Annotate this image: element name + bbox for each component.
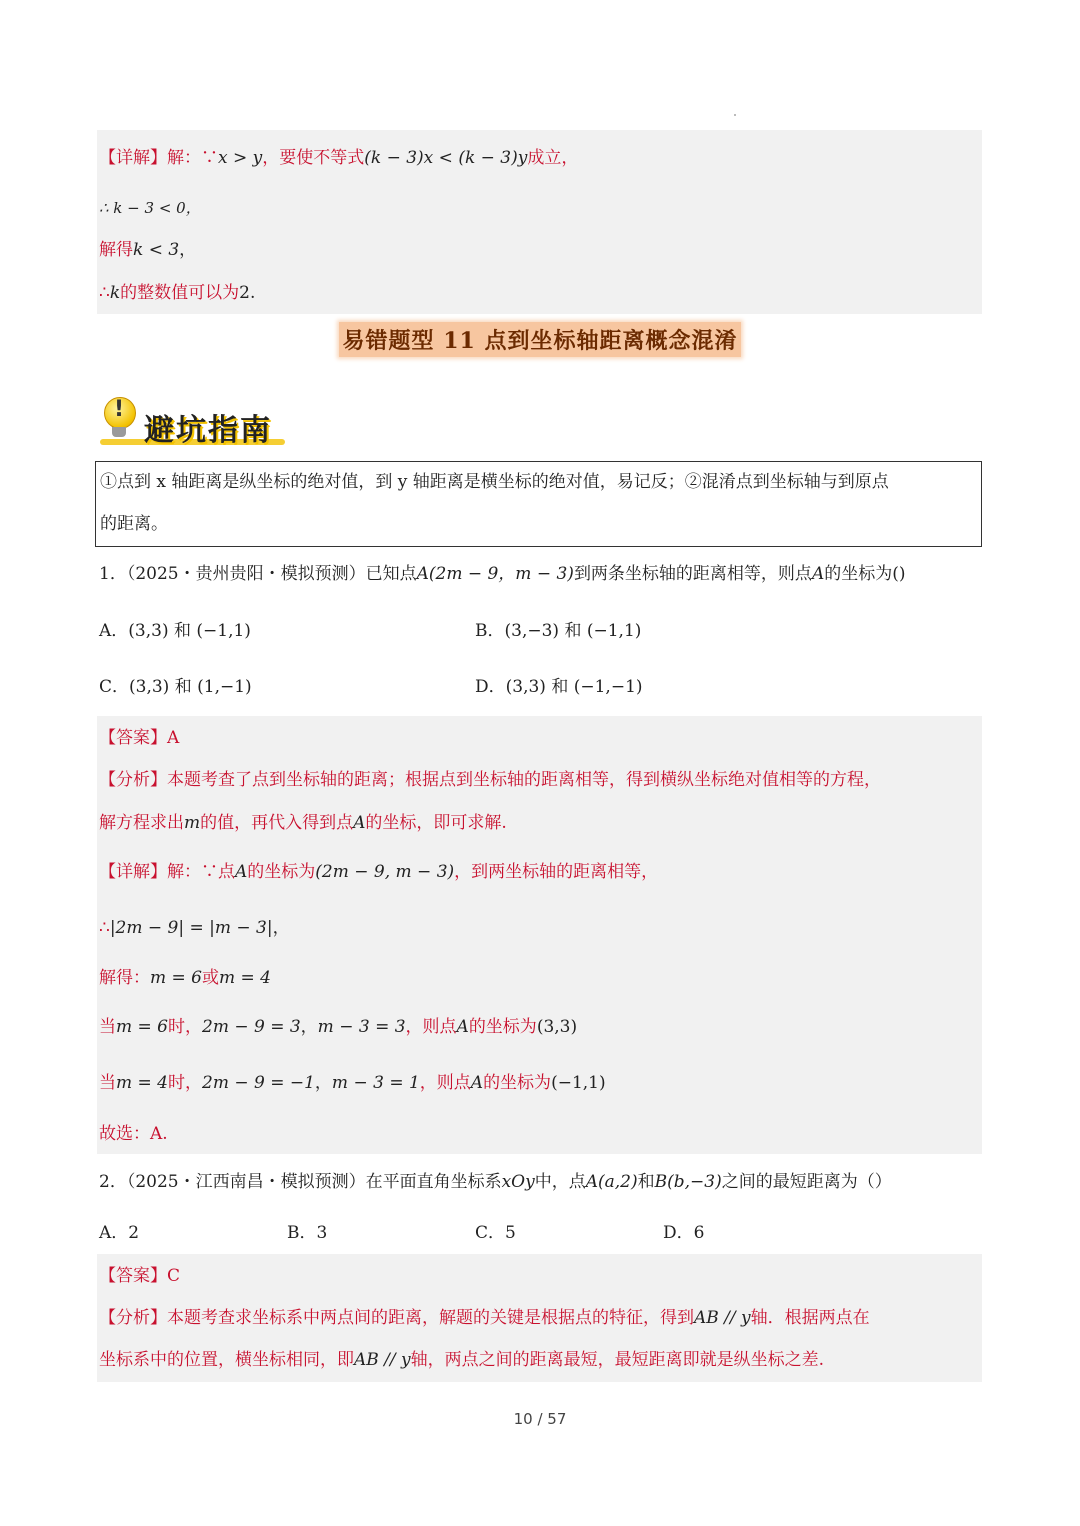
a1-case-1: 当m = 6时，2m − 9 = 3，m − 3 = 3，则点A的坐标为(3,3) [99,1017,578,1037]
q1-option-a: A．(3,3) 和 (−1,1) [99,621,251,641]
a1-choose: 故选：A. [99,1124,168,1144]
a2-analysis-line-2: 坐标系中的位置，横坐标相同，即AB // y轴，两点之间的距离最短，最短距离即就是纵坐标之差. [99,1350,825,1370]
q1-option-d: D．(3,3) 和 (−1,−1) [475,677,643,697]
q1-option-b: B．(3,−3) 和 (−1,1) [475,621,642,641]
a1-case-2: 当m = 4时，2m − 9 = −1，m − 3 = 1，则点A的坐标为(−1,1) [99,1073,606,1093]
a2-answer: 【答案】C [99,1266,181,1286]
a1-analysis-line-1: 【分析】本题考查了点到坐标轴的距离；根据点到坐标轴的距离相等，得到横纵坐标绝对值相等的方程， [99,770,881,790]
q2-stem: 2．（2025・江西南昌・模拟预测）在平面直角坐标系xOy中，点A(a,2)和B(b,−3)之间的最短距离为（） [99,1172,892,1192]
q2-option-b: B．3 [287,1223,328,1243]
tip-box [95,461,982,547]
a1-answer: 【答案】A [99,728,180,748]
speck [734,114,736,116]
section-title: 易错题型 11 点到坐标轴距离概念混淆 [339,322,742,357]
q1-stem: 1．（2025・贵州贵阳・模拟预测）已知点A(2m − 9，m − 3)到两条坐标轴的距离相等，则点A的坐标为() [99,564,906,584]
q2-option-d: D．6 [663,1223,705,1243]
q2-option-a: A．2 [99,1223,140,1243]
lightbulb-base-icon [112,427,126,437]
a1-analysis-line-2: 解方程求出m的值，再代入得到点A的坐标，即可求解. [99,813,507,833]
page-number: 10 / 57 [513,1410,567,1428]
a1-abs-line: ∴|2m − 9| = |m − 3|， [99,918,290,938]
section-title-wrap [0,322,1080,357]
detail-line-1: 【详解】解：∵x > y，要使不等式(k − 3)x < (k − 3)y成立， [99,148,579,168]
tip-line-1: ①点到 x 轴距离是纵坐标的绝对值，到 y 轴距离是横坐标的绝对值，易记反；②混淆点到坐标轴与到原点 [100,472,889,492]
a1-detail-line: 【详解】解：∵点A的坐标为(2m − 9, m − 3)，到两坐标轴的距离相等， [99,862,659,882]
a2-analysis-line-1: 【分析】本题考查求坐标系中两点间的距离，解题的关键是根据点的特征，得到AB // y轴．根据两点在 [99,1308,870,1328]
a1-solve-line: 解得：m = 6或m = 4 [99,968,271,988]
exclamation-icon: ! [114,397,125,422]
tip-line-2: 的距离。 [100,514,168,534]
detail-line-4: ∴k的整数值可以为2. [99,283,256,303]
detail-line-2: ∴ k − 3 < 0， [99,199,201,217]
guide-label: 避坑指南 [144,413,272,448]
q2-option-c: C．5 [475,1223,516,1243]
q1-option-c: C．(3,3) 和 (1,−1) [99,677,252,697]
detail-line-3: 解得k < 3， [99,240,197,260]
